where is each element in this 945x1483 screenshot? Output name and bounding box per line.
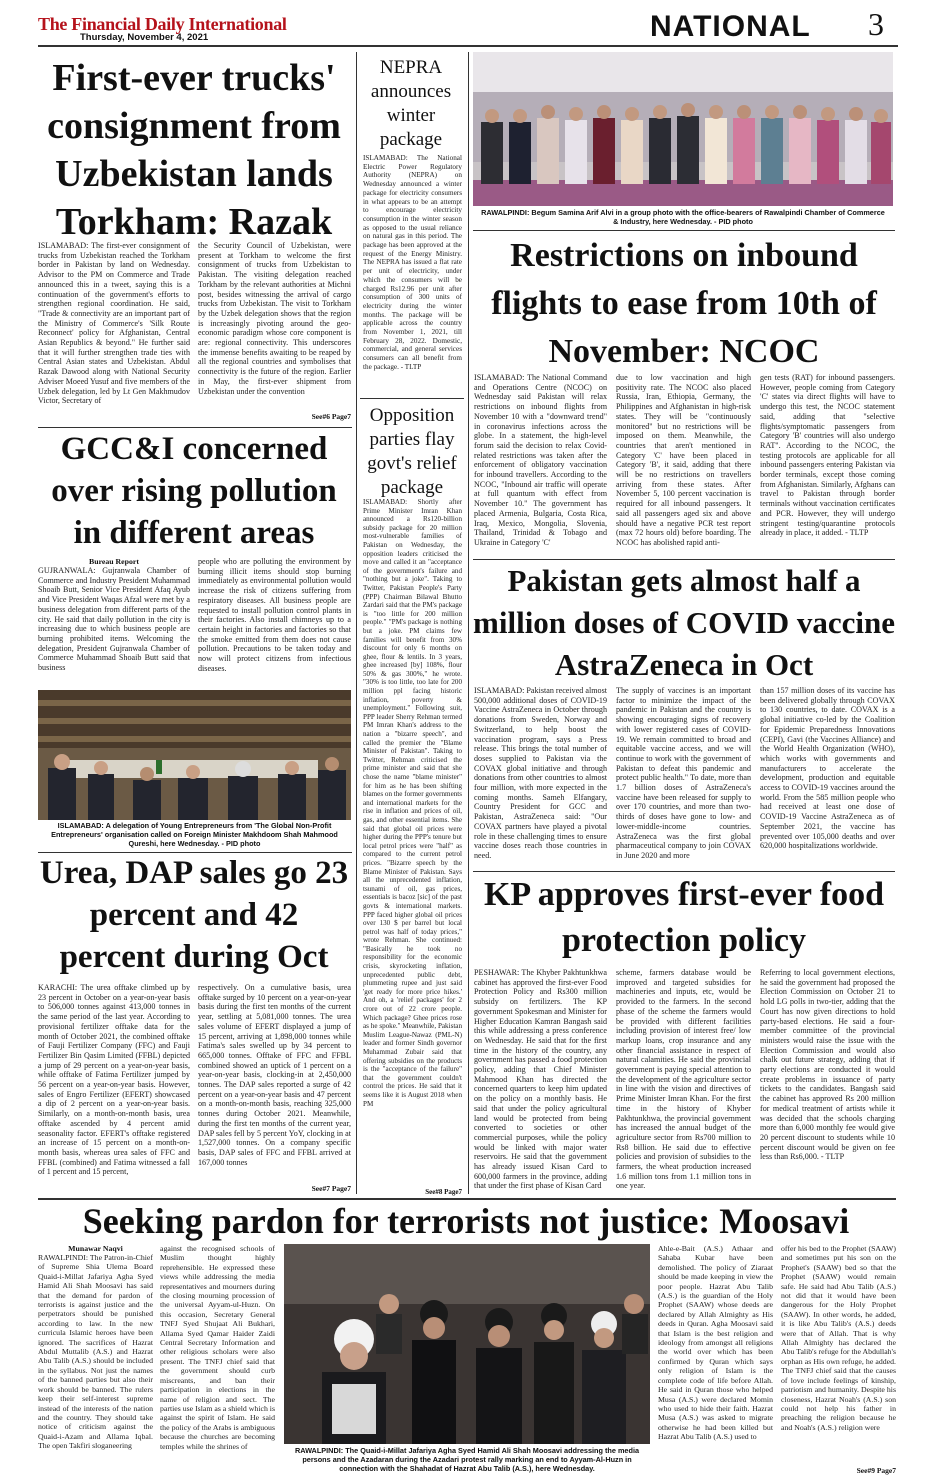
group-photo-caption: RAWALPINDI: Begum Samina Arif Alvi in a group photo with the office-bearers of Rawalpindi Chamber of Commerce & Industry, here Wednesday. - PID photo — [481, 208, 885, 226]
group-photo-image — [473, 52, 893, 206]
ncoc-body-col2: due to low vaccination and high positivity rate. The NCOC also placed Russia, Iran, Ethiopia, Germany, the Philippines and Afghanistan in high-risk states. They will be "continuously monitored" but no restrictions will be imposed on them. Meanwhile, the countries that aren't mentioned in Category 'C' have been placed in Category 'B', it said, adding that there will be no restrictions on travellers arriving from these states. After November 5, 100 percent vaccination is required for all inbound passengers. It said all passengers aged six and above should have a negative PCR test report (max 72 hours old) before boarding. The NCOC has abolished rapid anti- — [616, 373, 751, 547]
kp-body-col1: PESHAWAR: The Khyber Pakhtunkhwa cabinet has approved the first-ever Food Protection Policy and Rs300 million subsidy on fertilizers. The KP government Spokesman and Minister for Higher Education Kamran Bangash said this while addressing a press conference on Wednesday. He said that for the first time in the history of the country, any government has passed a food protection policy, adding that Chief Minister Mahmood Khan has directed the concerned quarters to keep him updated on the policy on a monthly basis. He said that under the policy agricultural land would be protected from being converted to societies or other commercial purposes, while the policy would be linked with major water reservoirs. He said that the government has already issued Kisan Card to 600,000 farmers in the province, adding that under the first phase of Kisan Card — [474, 968, 607, 1191]
moosavi-continued: See#9 Page7 — [856, 1466, 896, 1475]
moosavi-byline: Munawar Naqvi — [68, 1244, 123, 1253]
astrazeneca-body-col1: ISLAMABAD: Pakistan received almost 500,000 additional doses of COVID-19 Vaccine AstraZeneca in October through donations from Sweden, Norway and Switzerland, to help boost the vaccination program, says a Press release. This brings the total number of doses supplied to Pakistan via the COVAX global initiative and through donations from other countries to almost four million, with more expected in the coming months. Sameh Elfangary, Country President for GCC and Pakistan, AstraZeneca said: "Our COVAX partners have played a pivotal role in these challenging times to ensure vaccine doses reach those countries in need. — [474, 686, 607, 860]
moosavi-body-col3: Ahle-e-Bait (A.S.) Athaar and Sahaba Kubar have been demolished. The policy of Ziaraat should be made keeping in view the poor people. Hazrat Abu Talib (A.S.) is the guardian of the Holy Prophet (SAAW) whose deeds are declared by Allah Almighty as His deeds in Quran. Agha Moosavi said that Islam is the best religion and ideology from amongst all religions the world over which has been confirmed by Quran which says only religion of Islam is the complete code of life before Allah. He said in Quran those who helped Musa (A.S.) were declared Momin who used to hide their faith. Hazrat Musa (A.S.) was asked to migrate otherwise he had been killed but Hazrat Abu Talib (A.S.) used to — [658, 1244, 773, 1442]
ncoc-body-col1: ISLAMABAD: The National Command and Operations Centre (NCOC) on Wednesday said Pakistan will relax restrictions on inbound flights from November 10 with a "downward trend" in coronavirus infections across the globe. In a statement, the high-level forum said the decision to relax Covid-related restrictions was taken after the enforcement of obligatory vaccination for inbound travellers. According to the NCOC, "Inbound air traffic will operate at full quantum with effect from November 10." The government has placed Armenia, Bulgaria, Costa Rica, Iraq, Mexico, Mongolia, Slovenia, Thailand, Trinidad & Tobago and Ukraine in Category 'C' — [474, 373, 607, 547]
moosavi-photo-image — [284, 1244, 650, 1444]
column-rule — [468, 52, 469, 1194]
trucks-headline: First-ever trucks' consignment from Uzbekistan lands Torkham: Razak — [47, 57, 341, 243]
astrazeneca-body-col2: The supply of vaccines is an important factor to minimize the impact of the pandemic in Pakistan and the country is showing encouraging signs of recovery with lower registered cases of COVID-19. We remain committed to broad and equitable vaccine access, and we will continue to work with the government of Pakistan to defeat this pandemic and protect public health." To date, more than 1.7 billion doses of AstraZeneca's vaccine have been released for supply to over 170 countries, and more than two-thirds of doses have gone to low- and lower-middle-income countries. AstraZeneca was the first global pharmaceutical company to join COVAX in June 2020 and more — [616, 686, 751, 860]
urea-body-col1: KARACHI: The urea offtake climbed up by 23 percent in October on a year-on-year basis to 506,000 tonnes against 413,000 tonnes in the same period of the last year. According to provisional fertilizer offtake data for the month of October 2021, the combined offtake of Fauji Fertilizer Company (FFC) and Fauji Fertilizer Bin Qasim Limited (FFBL) depicted a jump of 29 percent on a year-on-year basis, while offtake of Fatima Fertilizer jumped by 56 percent on a year-on-year basis. However, sales of Engro Fertilizer (EFERT) showcased a dip of 2 percent on a year-on-year basis. Similarly, on a month-on-month basis, urea offtake ascended by 4 percent amid seasonality factor. EFERT's offtake registered an increase of 15 percent on a month-on-month basis, whereas urea sales of FFC and FFBL (combined) and Fatima witnessed a fall of 1 percent and 15 percent, — [38, 983, 190, 1177]
moosavi-photo — [284, 1244, 650, 1444]
masthead-date: Thursday, November 4, 2021 — [80, 32, 209, 43]
opposition-continued: See#8 Page7 — [425, 1188, 462, 1196]
group-photo — [473, 52, 893, 206]
divider — [360, 398, 464, 399]
ncoc-headline: Restrictions on inbound flights to ease from 10th of November: NCOC — [491, 237, 877, 370]
astrazeneca-body-col3: than 157 million doses of its vaccine has been delivered globally through COVAX to 130 countries, to date. COVAX is a global initiative co-led by the Coalition for Epidemic Preparedness Innovations (CEPI), Gavi (the Vaccines Alliance) and the World Health Organization (WHO), which works with governments and manufacturers to accelerate the development, production and equitable access to COVID-19 vaccines around the world. From the 585 million people who had received at least one dose of COVID-19 Vaccine AstraZeneca as of September 2021, the vaccine has prevented over 105,000 deaths and over 620,000 hospitalizations worldwide. — [760, 686, 895, 851]
urea-headline: Urea, DAP sales go 23 percent and 42 percent during Oct — [39, 855, 349, 975]
masthead-title: The Financial Daily International — [38, 14, 287, 34]
trucks-body-col2: the Security Council of Uzbekistan, were present at Torkham to welcome the first consignment of trucks from Uzbekistan to Pakistan. The visiting delegation reached Torkham by the relevant authorities at Michni post, besides witnessing the arrival of cargo trucks from Uzbekistan. The visit to Torkham by the Uzbek delegation shows that the region is increasingly pivoting around the geo-economic paradigm whose core component is are: regional connectivity. This underscores the immense benefits awaiting to be reaped by all the regional countries and symbolises that connectivity is the future of the region. Earlier in May, the first-ever shipment from Uzbekistan under the convention — [198, 241, 351, 396]
opposition-body: ISLAMABAD: Shortly after Prime Minister Imran Khan announced a Rs120-billion subsidy package for 20 million most-vulnerable families of Pakistan on Wednesday, the opposition leaders criticised the move and called it an "acceptance of the government's failure and "nothing but a joke". Taking to Twitter, Pakistan People's Party (PPP) Chairman Bilawal Bhutto Zardari said that the PM's package is "too little for 200 million people." "PM's package is nothing but a joke. PM claims few families will benefit from 30% discount for only 6 months on ghee, flour & lentils. In 3 years, ghee increased [by] 108%, flour 50% & gas 300%," he wrote. "30% is too little, too late for 200 million ppl facing historic inflation, poverty & unemployment." Following suit, PPP leader Sherry Rehman termed PM Imran Khan's address to the nation a "bizarre speech", and called the premier the "Blame Minister of Pakistan". Taking to Twitter, Rehman criticised the prime minister and said that she chose the name "blame minister" for him as he has been shifting blames on the former governments and international markets for the rise in inflation and prices of oil, gas, and other essential items. She said that global oil prices were higher during the PPP's tenure but local petrol prices were "half" as compared to the current petrol prices. "Bizarre speech by the Blame Minister of Pakistan. Says all the unprecedented inflation, tsunami of oil, gas prices, essentials is bacoz [sic] of the past govts & international markets. PPP faced higher global oil prices over 130 $ per barrel but local petrol was half of today prices," wrote Rehman. She continued: "Basically he took no responsibility for the economic crisis, skyrocketing inflation, unprecedented public debt, plummeting rupee and just said 'get ready for more price hikes.' And oh, a 'relief packages' for 2 crore out of 22 crore people. Which package? Ghee prices rose as he spoke." Meanwhile, Pakistan Muslim League-Nawaz (PML-N) leader and former Sindh governor Muhammad Zubair said that offering subsidies on the products is the "acceptance of the failure" that the government couldn't control the prices. He said that it seems like it is August 2018 when PM — [363, 498, 462, 1108]
moosavi-photo-caption: RAWALPINDI: The Quaid-i-Millat Jafariya Agha Syed Hamid Ali Shah Moosavi addressing the media persons and the Azadaran during the Azadari protest rally marking an end to Ayyam-Al-Huzn in connection with the Shahadat of Hazrat Abu Talib (A.S.), here Wednesday. — [294, 1446, 640, 1473]
moosavi-body-col4: offer his bed to the Prophet (SAAW) and sometimes put his son on the Prophet's (SAAW) bed so that the Prophet (SAAW) would remain safe. He said had Abu Talib (A.S.) not did that it would have been dangerous for the Holy Prophet (SAAW). In other words, he added, it is like Abu Talib's (A.S.) deeds were that of Allah. That is why Allah Almighty has declared the Abu Talib's refuge for the Abdullah's orphan as His own refuge, he added. The TNFJ chief said that the causes of love include feelings of kinship, patriotism and humanity. Despite his closeness, Hazrat Noah's (A.S.) son could not help his father in preaching the religion because he and Noah's (A.S.) religion were — [781, 1244, 896, 1432]
opposition-headline: Opposition parties flay govt's relief package — [367, 405, 457, 498]
nepra-body: ISLAMABAD: The National Electric Power Regulatory Authority (NEPRA) on Wednesday announced a winter package for electricity consumers in what appears to be an attempt to encourage electricity consumption in the winter season as opposed to the usual reliance on natural gas in this period. The package has been approved at the request of the Energy Ministry. The NEPRA has issued a flat rate per unit of electricity, under which the consumers will be charged Rs12.96 per unit after consumption of 300 units of electricity during the winter months. The package will be applicable across the country from November 1, 2021, till February 28, 2022. Domestic, commercial, and general services consumers can all benefit from the package. - TLTP — [363, 154, 462, 371]
delegation-photo — [38, 690, 351, 820]
urea-continued: See#7 Page7 — [311, 1184, 351, 1193]
page-number: 3 — [868, 6, 884, 42]
gcci-body-col1: GUJRANWALA: Gujranwala Chamber of Commerce and Industry President Muhammad Shoaib Butt, Senior Vice President Afaq Ayub and Vice President Waqas Afzal were met by a business delegation from different parts of the city. He said that daily pollution in the city is increasing due to which business people are burning prohibited items. Welcoming the delegation, President Gujranwala Chamber of Commerce Muhammad Shoaib Butt said that business — [38, 566, 190, 673]
moosavi-body-col2: against the recognised schools of Muslim thought highly reprehensible. He expressed these views while addressing the media representatives and mourners during the closing mourning procession of the universal Ayyam-ul-Huzn. On this occasion, Secretary General TNFJ Syed Shujaat Ali Bukhari, Allama Syed Qamar Haider Zaidi Central Secretary Information and other religious scholars were also present. The TNFJ chief said that the government should curb miscreants, and ban their participation in elections in the name of religion and sect. The parties use Islam as a shield which is against the spirit of Islam. He said the policy of the Arabs is ambiguous because the churches are becoming temples while the shrines of — [160, 1244, 275, 1451]
ncoc-body-col3: gen tests (RAT) for inbound passengers. However, people coming from Category 'C' states via direct flights will have to undergo this test, the NCOC statement said, adding that "selective flights/symptomatic passengers from Category 'B' countries will also undergo RAT". According to the NCOC, the testing protocols are applicable for all inbound passengers entering Pakistan via border terminals, except those coming from Afghanistan. Similarly, Afghans can travel to Pakistan through border terminals without vaccination certificates and PCR. However, they will undergo stringent testing/quarantine protocols already in place, it added. - TLTP — [760, 373, 895, 538]
gcci-byline: Bureau Report — [89, 557, 139, 566]
urea-body-col2: respectively. On a cumulative basis, urea offtake surged by 10 percent on a year-on-year basis during the first ten months of the current year, settling at 5,081,000 tonnes. The urea sales volume of EFERT displayed a jump of 15 percent, arriving at 1,898,000 tonnes while Fatima's sales swelled up by 34 percent to 665,000 tonnes. Offtake of FFC and FFBL combined showed an uptick of 1 percent on a year-on-year basis, clocking-in at 2,450,000 tonnes. The DAP sales reported a surge of 42 percent on a year-on-year basis and 47 percent on a month-on-month basis, reaching 325,000 tonnes during October 2021. Meanwhile, during the first ten months of the current year, DAP sales fell by 5 percent YoY, clocking in at 1,527,000 tonnes. On a company specific basis, DAP sales of FFC and FFBL arrived at 167,000 tonnes — [198, 983, 351, 1167]
section-title: NATIONAL — [650, 10, 811, 43]
masthead-rule — [38, 45, 898, 47]
astrazeneca-headline: Pakistan gets almost half a million doses of COVID vaccine AstraZeneca in Oct — [473, 563, 895, 682]
moosavi-body-col1: RAWALPINDI: The Patron-in-Chief of Supreme Shia Ulema Board Quaid-i-Millat Jafariya Agha Syed Hamid Ali Shah Moosavi has said that the demand for pardon of terrorists is against justice and the perpetrators should be punished according to law. In the new curricula Islamic heroes have been ignored. The sacrifices of Hazrat Abdul Muttalib (A.S.) and Hazrat Abu Talib (A.S.) should be included in the syllabus. Not just the names of the banned parties but also their work should be banned. The rulers keep their self-interest supreme instead of the interests of the nation and the country. They should take notice of criticism against the Quaid-i-Azam and Allama Iqbal. The open Takfiri sloganeering — [38, 1253, 153, 1451]
divider — [473, 230, 895, 231]
column-rule — [356, 52, 357, 1194]
kp-headline: KP approves first-ever food protection policy — [483, 876, 885, 959]
trucks-continued: See#6 Page7 — [311, 412, 351, 421]
gcci-headline: GCC&I concerned over rising pollution in different areas — [51, 431, 337, 551]
trucks-body-col1: ISLAMABAD: The first-ever consignment of trucks from Uzbekistan reached the Torkham border in Pakistan by land on Wednesday. Advisor to the PM on Commerce and Trade announced this in a tweet, saying this is a continuation of the government's efforts to strengthen regional coordination. He said, "Trade & connectivity are an important part of the Ministry of Commerce's 'Silk Route Reconnect' policy for Afghanistan, Central Asian Republics & beyond." He further said that it will further strengthen trade ties with Central Asian states and Uzbekistan. Abdul Razak Dawood along with National Security Adviser Moeed Yusuf and five members of the Uzbek delegation, led by Lt Gen Makhmudov Victor, Secretary of — [38, 241, 190, 406]
delegation-photo-caption: ISLAMABAD: A delegation of Young Entrepreneurs from 'The Global Non-Profit Entrepreneurs' organisation called on Foreign Minister Makhdoom Shah Mahmood Qureshi, here Wednesday. - PID photo — [51, 821, 338, 848]
gcci-body-col2: people who are polluting the environment by burning illicit items should stop burning immediately as environmental pollution would increase the risk of citizens suffering from respiratory diseases. All business people are requested to install pollution control plants in their factories. Also install chimneys up to a certain height in factories and factories so that the smoke emitted from them does not cause pollution. Precautions to be taken today and now will protect citizens from infectious diseases. — [198, 557, 351, 673]
delegation-photo-image — [38, 690, 351, 820]
kp-body-col3: Referring to local government elections, he said the government had proposed the Election Commission on October 21 to hold LG polls in two-tier, adding that the Court has now given directions to hold party-based elections. He said a four-member committee of the provincial ministers would raise the issue with the Election Commission and would also chalk out future strategy, adding that if party elections are conducted it would create problems in issuance of party tickets to the candidates. Bangash said the cabinet has approved Rs 200 million for medical treatment of artists while it was decided that the schools charging more than 6,000 monthly fee would give 20 percent discount to students while 10 percent discount would be given on fee less than Rs6,000. - TLTP — [760, 968, 895, 1162]
kp-body-col2: scheme, farmers database would be improved and targeted subsidies for machineries and inputs, etc, would be provided to the farmers. In the second phase of the scheme the farmers would be provided with different facilities including provision of interest free/ low markup loans, crop insurance and any other financial assistance in respect of natural calamities. He said the provincial government is paying special attention to the development of the agriculture sector in line with the vision and directives of Prime Minister Imran Khan. For the first time in the history of Khyber Pakhtunkhwa, the provincial government has increased the annual budget of the agriculture sector from Rs700 million to Rs8 billion. He said due to effective policies and provision of subsidies to the farmers, the wheat production increased 1.6 million tons from 1.1 million tons in one year. — [616, 968, 751, 1191]
nepra-headline: NEPRA announces winter package — [370, 57, 452, 150]
moosavi-headline: Seeking pardon for terrorists not justice: Moosavi — [82, 1201, 850, 1241]
